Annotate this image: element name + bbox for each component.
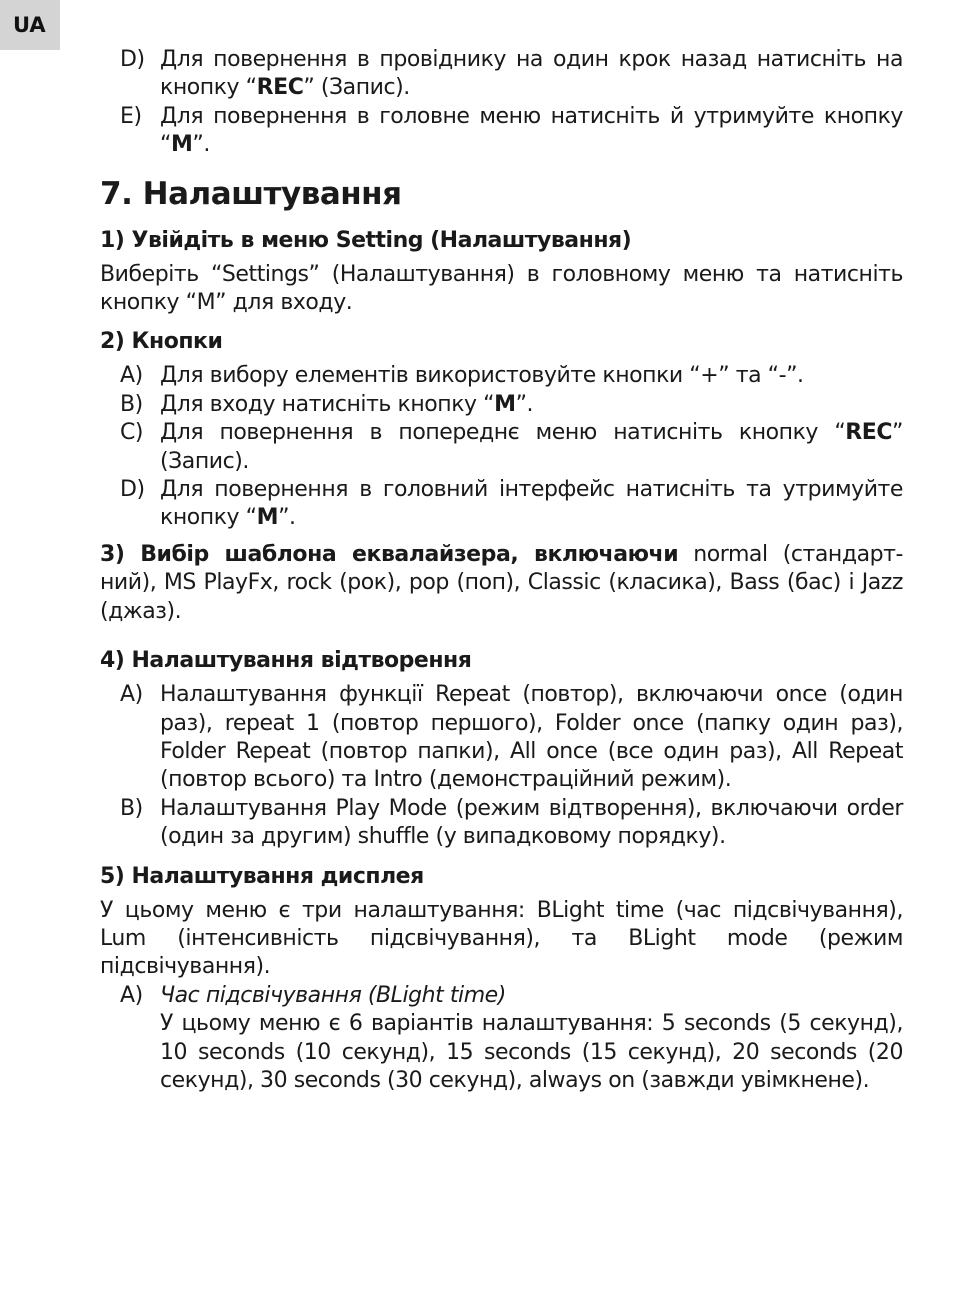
list-marker: C) [120,420,144,446]
list-item [100,982,903,1096]
list-item-text: Для вибору елементів використовуйте кнопки “+” та “-”. [160,363,804,389]
section-title: 7. Налаштування [100,175,402,212]
list-marker: D) [120,477,145,503]
list-marker: A) [120,682,143,708]
list-item-title: Час підсвічування (BLight time) [160,982,506,1008]
list-item [100,362,903,390]
list-marker: A) [120,982,143,1008]
list-marker: A) [120,363,143,389]
subsection-heading-playback: 4) Налаштування відтворення [100,648,472,674]
list-item [100,419,903,476]
list-marker: B) [120,391,143,417]
list-item [100,391,903,419]
list-item-text: Для входу натисніть кнопку “M”. [160,391,534,417]
language-tab: UA [0,0,60,50]
list-item [100,46,903,103]
list-item-content [160,982,903,1096]
list-item [100,103,903,160]
list-item-text: У цьому меню є 6 варіантів налаштування: 5 seconds (5 секунд), 10 seconds (10 секунд), 15 seconds (15 секунд), 20 seconds (20 секунд), 30 seconds (30 секунд), always on (завжди увімкнене). [160,1011,903,1093]
list-item-text: Налаштування Play Mode (режим відтворення), включаючи order (один за другим) shuffle (у випадковому порядку). [160,795,903,850]
subsection-heading-display: 5) Налаштування дисплея [100,863,424,889]
list-item-text: Для повернення в головне меню натисніть й утримуйте кнопку “M”. [160,103,903,158]
subsection-heading-enter-menu: 1) Увійдіть в меню Setting (Налаштування) [100,227,632,253]
list-item-text: Для повернення в провіднику на один крок назад натисніть на кнопку “REC” (Запис). [160,47,903,101]
equalizer-text: normal (стандарт-ний), MS PlayFx, rock (рок), pop (поп), Classic (класика), Bass (бас) і Jazz (джаз). [100,541,903,624]
list-item-text: Налаштування функції Repeat (повтор), включаючи once (один раз), repeat 1 (повтор першого), Folder once (папку один раз), Folder Repeat (повтор папки), All once (все один раз), All Repeat (повтор всього) та Intro (демонстраційний режим). [160,682,903,793]
list-marker: D) [120,47,145,72]
display-intro: У цьому меню є три налаштування: BLight time (час підсвічування), Lum (інтенсивність підсвічування), та BLight mode (режим підсвічування). [100,897,903,980]
equalizer-paragraph [100,541,903,626]
list-item [100,681,903,795]
page-content [100,46,903,1095]
list-marker: B) [120,795,143,821]
buttons-list [100,362,903,532]
list-marker: E) [120,103,142,129]
list-item-text: Для повернення в попереднє меню натисніть кнопку “REC” (Запис). [160,420,903,474]
enter-menu-text: Виберіть “Settings” (Налаштування) в головному меню та натисніть кнопку “M” для входу. [100,261,903,316]
subsection-heading-buttons: 2) Кнопки [100,329,223,355]
list-item [100,476,903,533]
equalizer-heading: 3) Вибір шаблона еквалайзера, включаючи [100,541,679,567]
list-item-text: Для повернення в головний інтерфейс натисніть та утримуйте кнопку “M”. [160,477,903,531]
list-item [100,795,903,852]
playback-list [100,681,903,851]
